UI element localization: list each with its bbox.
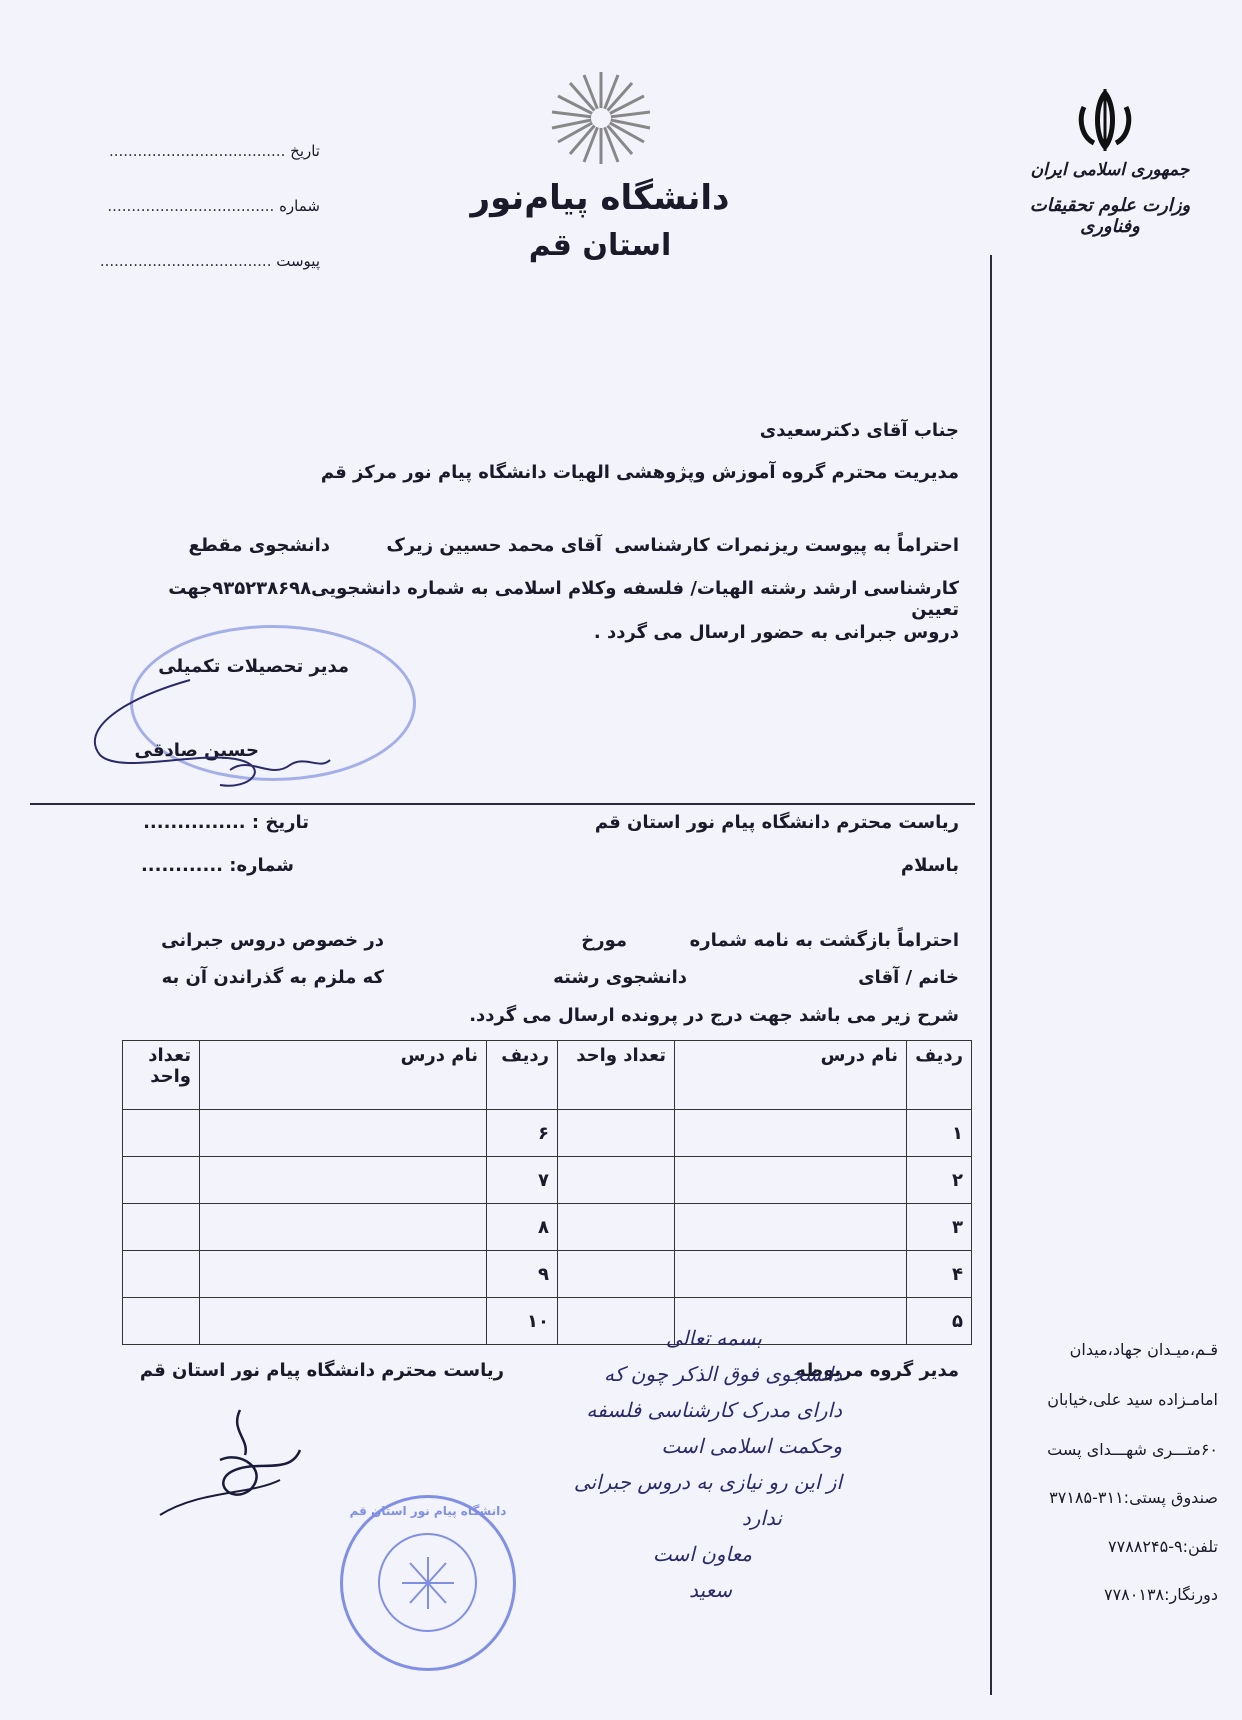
reply-number: شماره: ............ [140, 855, 294, 876]
cell-row-number: ۱۰ [487, 1298, 558, 1345]
cell-units [558, 1157, 675, 1204]
col-course-name-1: نام درس [675, 1041, 907, 1110]
col-row-number-1: ردیف [907, 1041, 972, 1110]
cell-course-name [675, 1204, 907, 1251]
date-label: تاریخ [290, 142, 320, 160]
number-label: شماره [279, 197, 320, 215]
republic-label: جمهوری اسلامی ایران [1030, 160, 1190, 180]
attachment-label: پیوست [276, 252, 320, 270]
number-field: شماره ................................... [107, 197, 320, 215]
handwritten-line: دارای مدرک کارشناسی فلسفه [586, 1398, 842, 1422]
cell-course-name [675, 1157, 907, 1204]
handwritten-line: معاون است [652, 1542, 752, 1566]
signer-title: مدیر تحصیلات تکمیلی [158, 656, 349, 677]
cell-units [123, 1298, 200, 1345]
reply-date: تاریخ : ............... [143, 812, 309, 833]
reply-greeting: باسلام [900, 855, 959, 876]
cell-units [558, 1251, 675, 1298]
cell-units [558, 1110, 675, 1157]
cell-course-name [200, 1298, 487, 1345]
cell-units [123, 1204, 200, 1251]
salutation: جناب آقای دکترسعیدی [759, 420, 959, 441]
col-course-name-2: نام درس [200, 1041, 487, 1110]
section-divider [30, 803, 975, 805]
cell-course-name [200, 1251, 487, 1298]
reply-line2-a: خانم / آقای [858, 967, 959, 988]
table-row [123, 1204, 972, 1251]
cell-units [123, 1157, 200, 1204]
university-logo-icon [546, 68, 656, 168]
paragraph-line-1: احتراماً به پیوست ریزنمرات کارشناسی آقای محمد حسیین زیرک دانشجوی مقطع [188, 535, 959, 556]
address-line: امامـزاده سید علی،خیابان [1047, 1390, 1218, 1409]
cell-row-number: ۳ [907, 1204, 972, 1251]
sidebar-divider [990, 255, 992, 1695]
table-row [123, 1157, 972, 1204]
reply-line1-c: در خصوص دروس جبرانی [161, 930, 384, 951]
address-line: قـم،میـدان جهاد،میدان [1069, 1340, 1218, 1359]
cell-units [123, 1110, 200, 1157]
col-units-1: تعداد واحد [558, 1041, 675, 1110]
attachment-field: پیوست .................................... [99, 252, 320, 270]
cell-row-number: ۱ [907, 1110, 972, 1157]
reply-line2-b: دانشجوی رشته [553, 967, 687, 988]
cell-units [123, 1251, 200, 1298]
stamp-text: دانشگاه پیام نور استان قم [349, 1504, 507, 1518]
handwritten-note [502, 1320, 842, 1608]
cell-row-number: ۶ [487, 1110, 558, 1157]
cell-units [558, 1204, 675, 1251]
courses-table [122, 1040, 972, 1345]
cell-row-number: ۵ [907, 1298, 972, 1345]
reply-to: ریاست محترم دانشگاه پیام نور استان قم [594, 812, 959, 833]
paragraph-line-2: کارشناسی ارشد رشته الهیات/ فلسفه وکلام اسلامی به شماره دانشجویی۹۳۵۲۳۸۶۹۸جهت تعیین [168, 578, 959, 620]
university-name: دانشگاه پیام‌نور [470, 178, 730, 218]
paragraph-line-3: دروس جبرانی به حضور ارسال می گردد . [593, 622, 959, 643]
cell-course-name [200, 1110, 487, 1157]
fax-number: دورنگار:۷۷۸۰۱۳۸ [1103, 1585, 1218, 1604]
stamp-sunburst-icon [398, 1553, 458, 1613]
handwritten-line: دانشجوی فوق الذکر چون که [604, 1362, 842, 1386]
cell-course-name [200, 1204, 487, 1251]
ministry-label: وزارت علوم تحقیقات وفناوری [1029, 195, 1191, 237]
handwritten-line: وحکمت اسلامی است [661, 1434, 842, 1458]
col-units-2: تعداد واحد [123, 1041, 200, 1110]
group-manager-label: مدیر گروه مربوطه [795, 1360, 959, 1381]
handwritten-line: ندارد [741, 1506, 782, 1530]
university-stamp [340, 1495, 516, 1671]
cell-row-number: ۹ [487, 1251, 558, 1298]
handwritten-line: بسمه تعالی [665, 1326, 762, 1350]
cell-course-name [675, 1251, 907, 1298]
addressee: مدیریت محترم گروه آموزش وپژوهشی الهیات دانشگاه پیام نور مرکز قم [320, 462, 959, 483]
iran-emblem-icon [1070, 85, 1140, 155]
cell-row-number: ۷ [487, 1157, 558, 1204]
col-row-number-2: ردیف [487, 1041, 558, 1110]
cell-row-number: ۲ [907, 1157, 972, 1204]
president-label: ریاست محترم دانشگاه پیام نور استان قم [139, 1360, 504, 1381]
table-row [123, 1251, 972, 1298]
handwritten-line: از این رو نیازی به دروس جبرانی [573, 1470, 842, 1494]
date-field: تاریخ ..................................... [108, 142, 320, 160]
cell-row-number: ۸ [487, 1204, 558, 1251]
reply-line3: شرح زیر می باشد جهت درج در پرونده ارسال می گردد. [469, 1005, 959, 1026]
handwritten-line: سعید [689, 1578, 732, 1602]
table-header-row [123, 1041, 972, 1110]
reply-line2-c: که ملزم به گذراندن آن به [161, 967, 384, 988]
address-line: ۶۰متـــری شهـــدای پست [1047, 1440, 1218, 1459]
reply-line1-a: احتراماً بازگشت به نامه شماره [689, 930, 959, 951]
table-row [123, 1110, 972, 1157]
cell-course-name [200, 1157, 487, 1204]
province-name: استان قم [528, 228, 672, 263]
reply-line1-b: مورخ [581, 930, 627, 951]
address-line: صندوق پستی:۳۱۱-۳۷۱۸۵ [1049, 1488, 1218, 1507]
cell-course-name [675, 1110, 907, 1157]
cell-row-number: ۴ [907, 1251, 972, 1298]
phone-number: تلفن:۹-۷۷۸۸۲۴۵ [1108, 1537, 1218, 1556]
president-signature-icon [150, 1400, 320, 1520]
signature-icon [80, 660, 340, 800]
signer-name: حسین صادقی [134, 740, 259, 761]
